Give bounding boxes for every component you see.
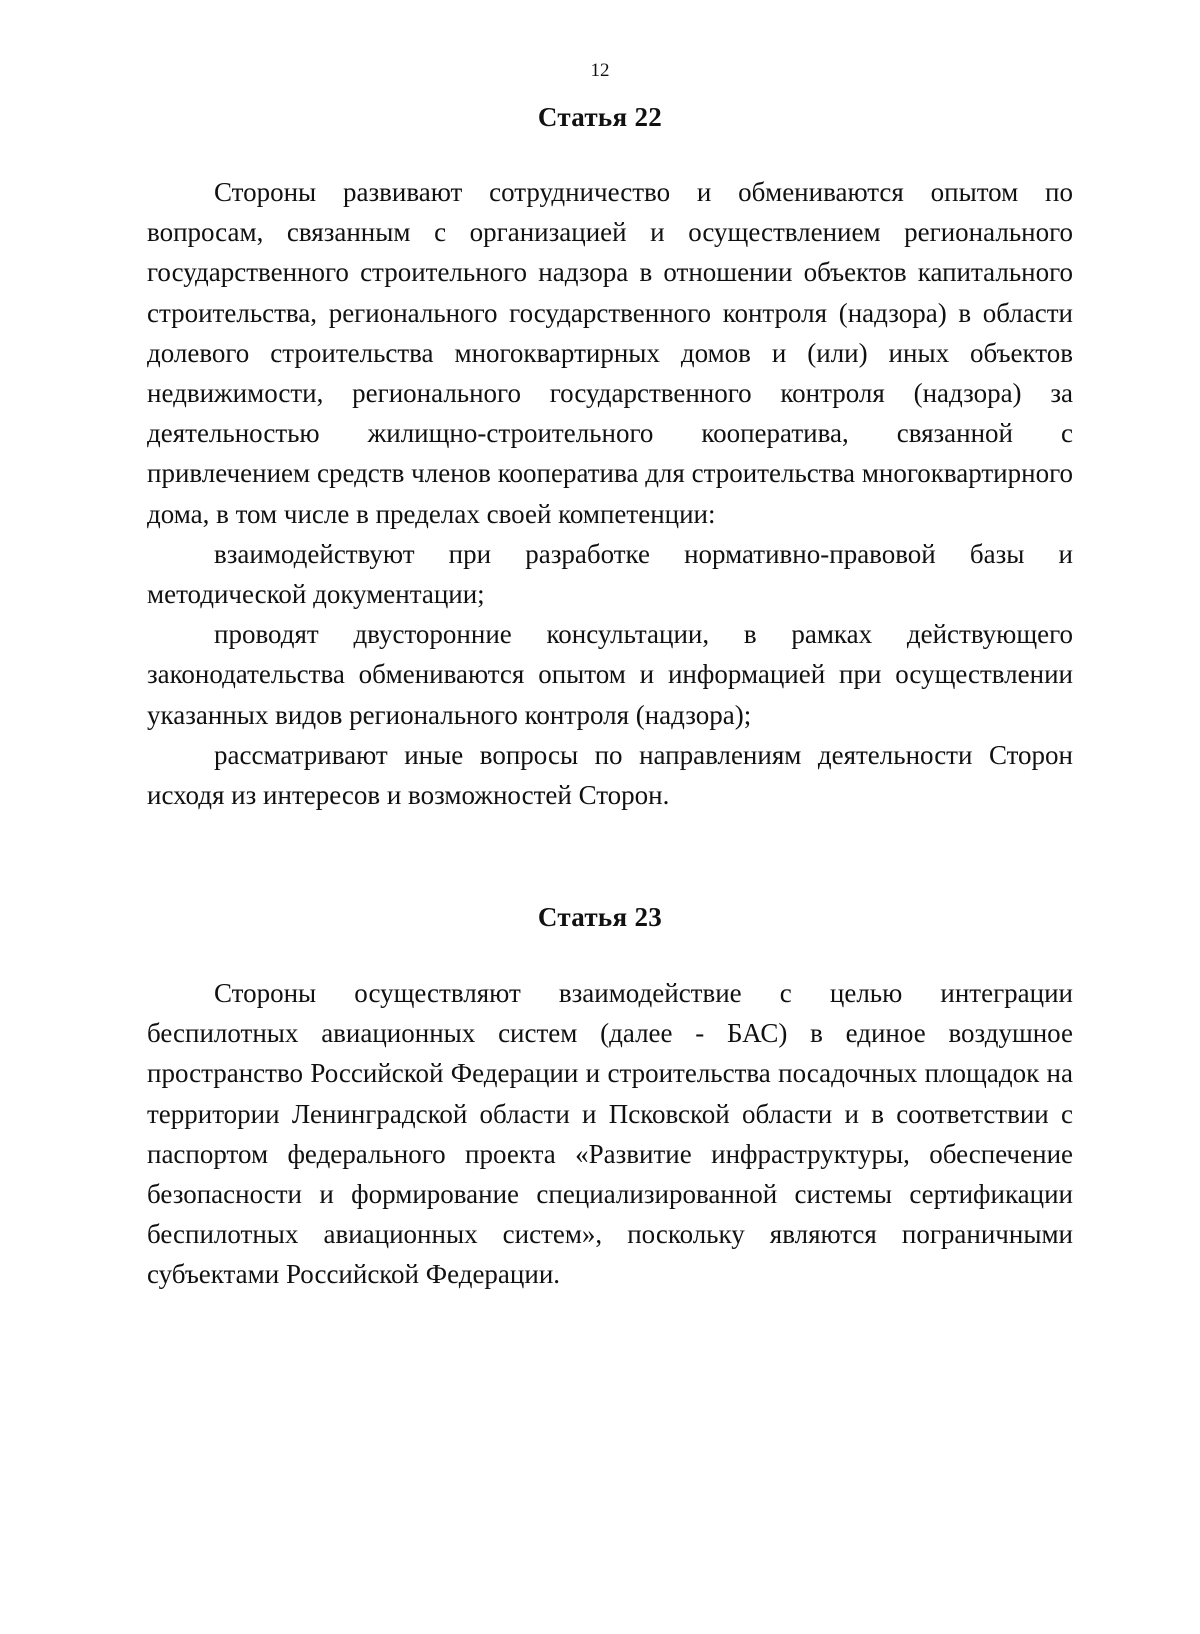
article-23-title: Статья 23 — [537, 902, 663, 932]
article-22-title: Статья 22 — [537, 102, 663, 132]
article-22-paragraph-2: взаимодействуют при разработке нормативно-правовой базы и методической документации; — [147, 538, 1073, 610]
article-23-body — [147, 973, 1073, 1295]
article-22-paragraph-4: рассматривают иные вопросы по направлениям деятельности Сторон исходя из интересов и возможностей Сторон. — [147, 739, 1073, 811]
article-22-body — [147, 172, 1073, 815]
page-number: 12 — [590, 60, 610, 81]
article-22-paragraph-3: проводят двусторонние консультации, в рамках действующего законодательства обмениваются опытом и информацией при осуществлении указанных видов регионального контроля (надзора); — [147, 619, 1073, 730]
article-22-paragraph-1: Стороны развивают сотрудничество и обмениваются опытом по вопросам, связанным с организацией и осуществлением регионального государственного строительного надзора в отношении объектов капитального строительства, регионального государственного контроля (надзора) в области долевого строительства многоквартирных домов и (или) иных объектов недвижимости, регионального государственного контроля (надзора) за деятельностью жилищно-строительного кооператива, связанной с привлечением средств членов кооператива для строительства многоквартирного дома, в том числе в пределах своей компетенции: — [147, 177, 1073, 529]
article-23-paragraph-1: Стороны осуществляют взаимодействие с целью интеграции беспилотных авиационных систем (далее - БАС) в единое воздушное пространство Российской Федерации и строительства посадочных площадок на территории Ленинградской области и Псковской области и в соответствии с паспортом федерального проекта «Развитие инфраструктуры, обеспечение безопасности и формирование специализированной системы сертификации беспилотных авиационных систем», поскольку являются пограничными субъектами Российской Федерации. — [147, 978, 1073, 1290]
